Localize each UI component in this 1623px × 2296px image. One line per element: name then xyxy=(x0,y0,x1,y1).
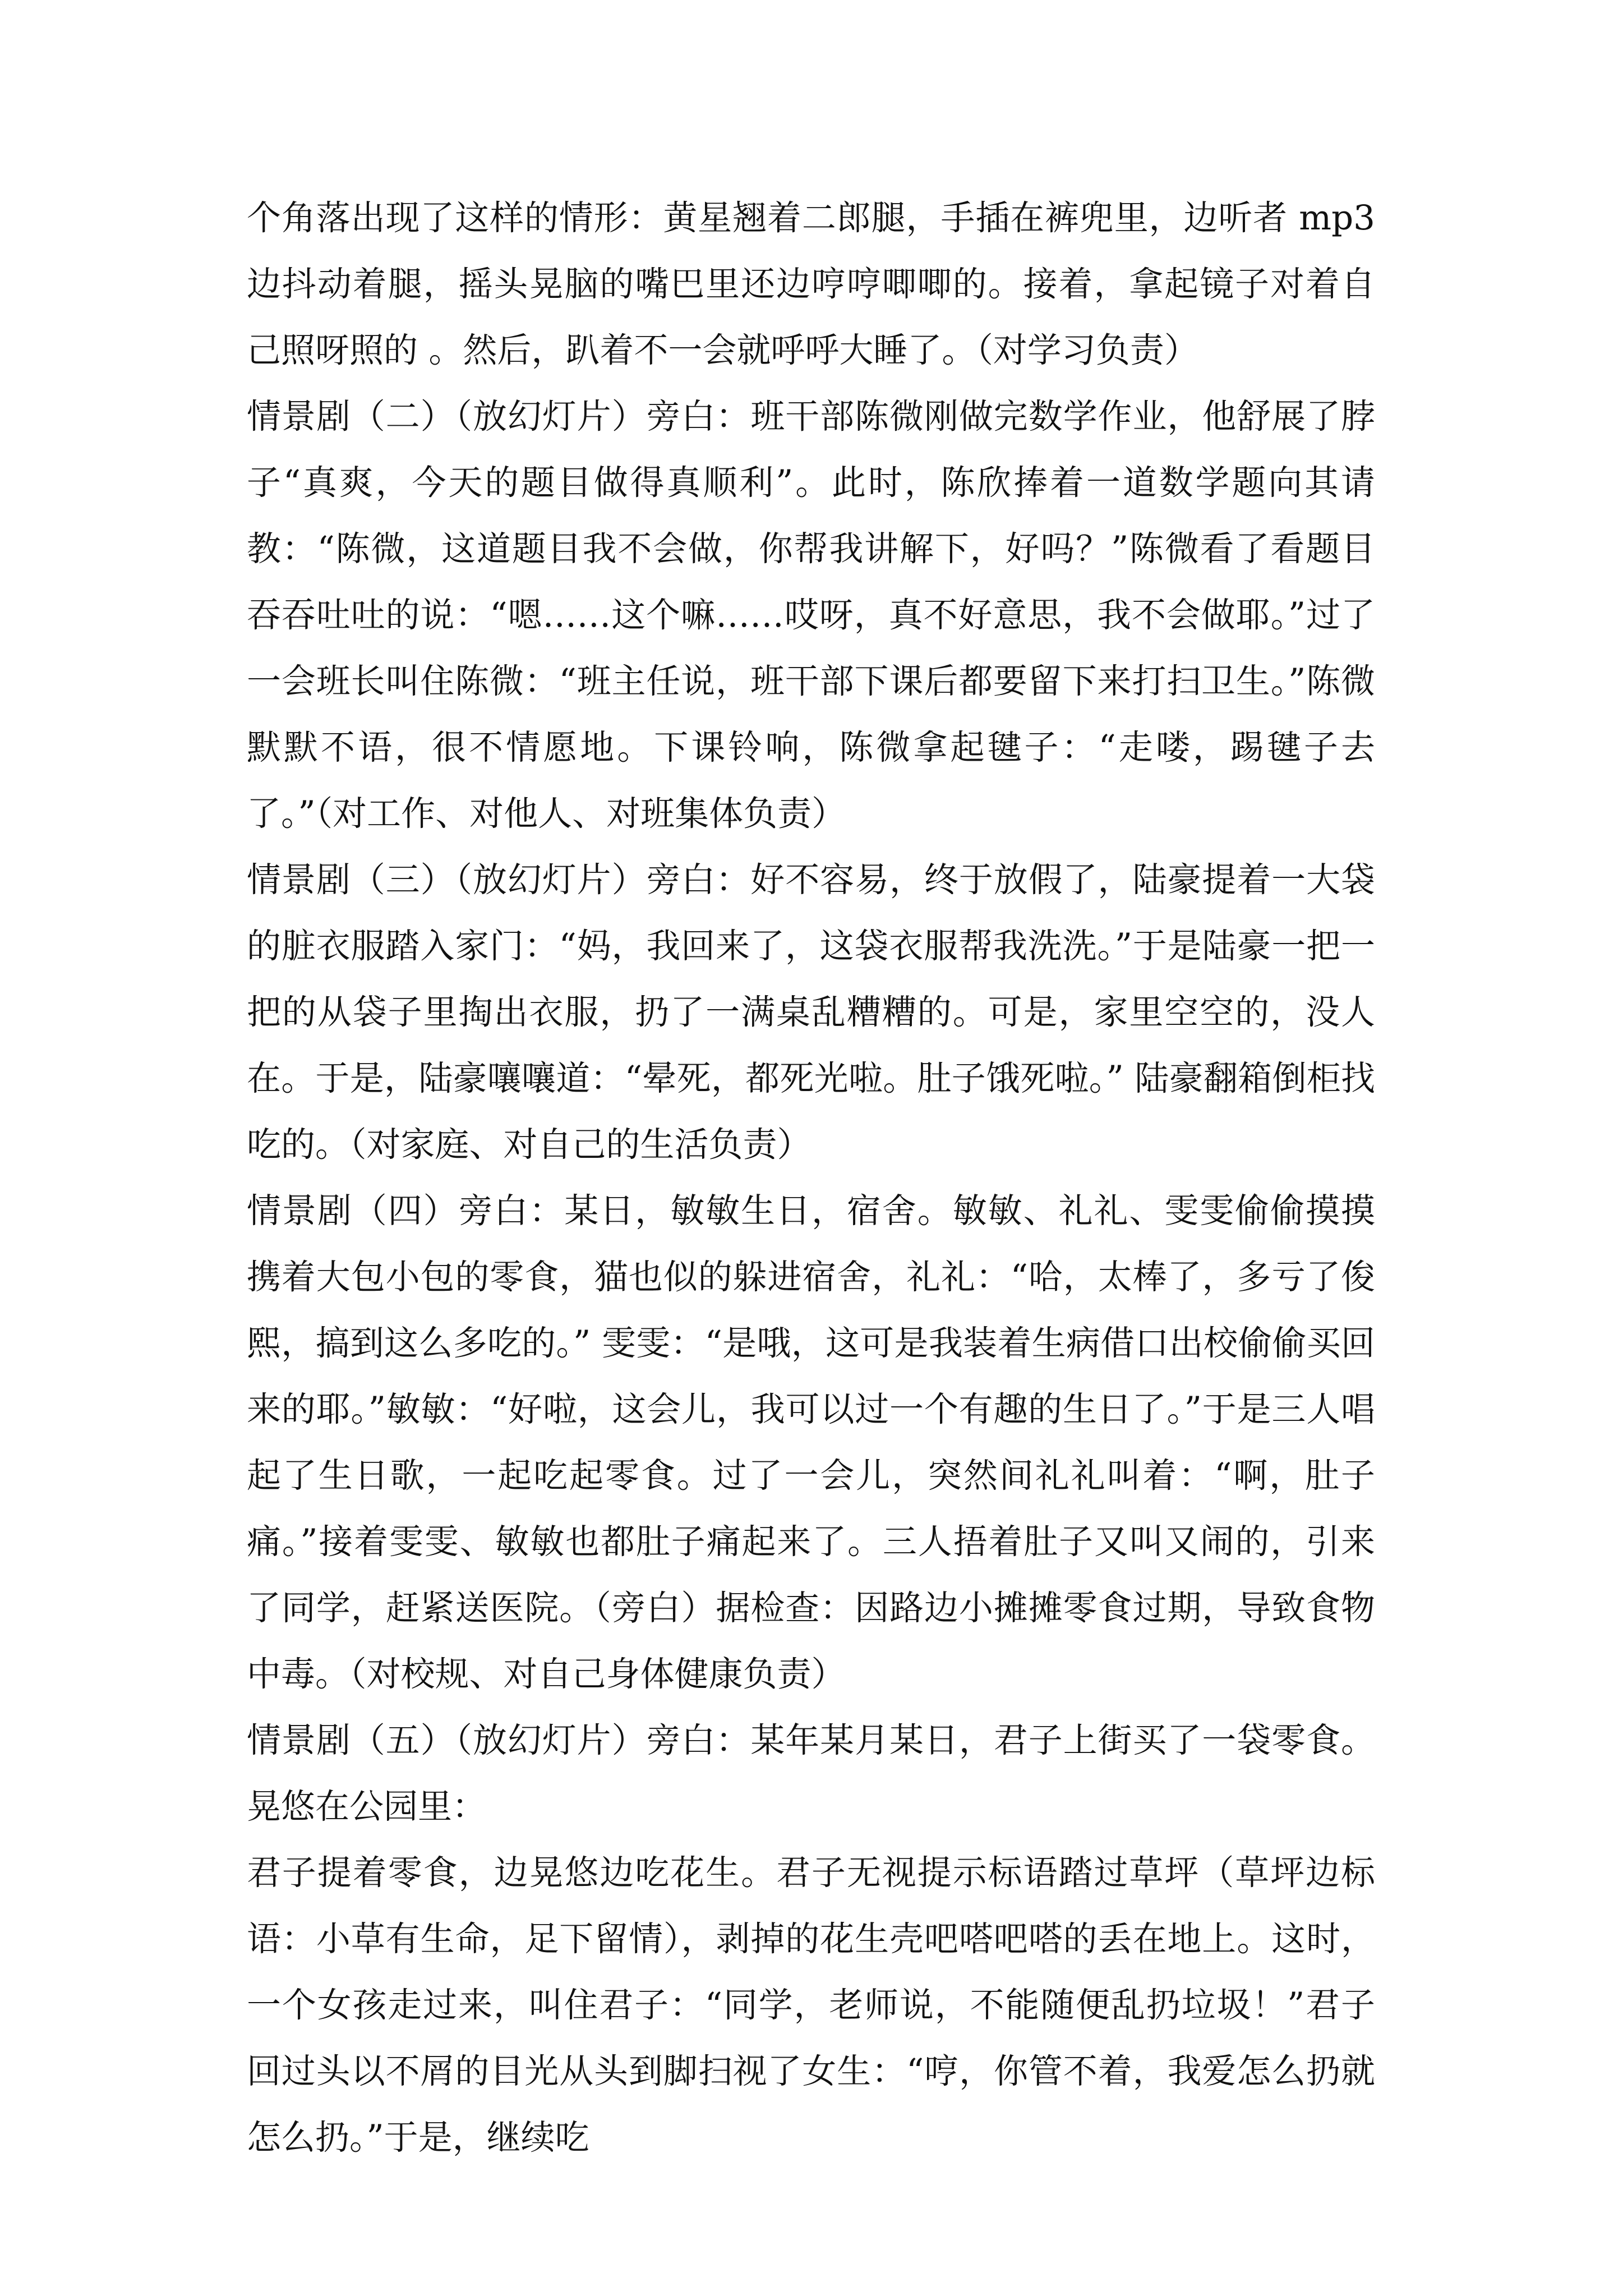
document-body xyxy=(247,185,1375,2171)
paragraph-scene-5-body: 君子提着零食，边晃悠边吃花生。君子无视提示标语踏过草坪（草坪边标语：小草有生命，足下留情），剥掉的花生壳吧嗒吧嗒的丢在地上。这时，一个女孩走过来，叫住君子：“同学，老师说，不能随便乱扔垃圾！”君子回过头以不屑的目光从头到脚扫视了女生：“哼，你管不着，我爱怎么扔就怎么扔。”于是，继续吃 xyxy=(247,1853,1375,2157)
paragraph-scene-2: 情景剧（二）（放幻灯片）旁白：班干部陈微刚做完数学作业，他舒展了脖子“真爽，今天的题目做得真顺利”。此时，陈欣捧着一道数学题向其请教：“陈微，这道题目我不会做，你帮我讲解下，好吗？”陈微看了看题目吞吞吐吐的说：“嗯……这个嘛……哎呀，真不好意思，我不会做耶。”过了一会班长叫住陈微：“班主任说，班干部下课后都要留下来打扫卫生。”陈微默默不语，很不情愿地。下课铃响，陈微拿起毽子：“走喽，踢毽子去了。”（对工作、对他人、对班集体负责） xyxy=(247,397,1375,834)
paragraph-continuation: 个角落出现了这样的情形：黄星翘着二郎腿，手插在裤兜里，边听者 mp3 边抖动着腿，摇头晃脑的嘴巴里还边哼哼唧唧的。接着，拿起镜子对着自己照呀照的 。然后，趴着不一会就呼呼大睡了。（对学习负责） xyxy=(247,198,1375,370)
paragraph-scene-4: 情景剧（四）旁白：某日，敏敏生日，宿舍。敏敏、礼礼、雯雯偷偷摸摸携着大包小包的零食，猫也似的躲进宿舍，礼礼：“哈，太棒了，多亏了俊熙，搞到这么多吃的。” 雯雯：“是哦，这可是我装着生病借口出校偷偷买回来的耶。”敏敏：“好啦，这会儿，我可以过一个有趣的生日了。”于是三人唱起了生日歌，一起吃起零食。过了一会儿，突然间礼礼叫着：“啊，肚子痛。”接着雯雯、敏敏也都肚子痛起来了。三人捂着肚子又叫又闹的，引来了同学，赶紧送医院。（旁白）据检查：因路边小摊摊零食过期，导致食物中毒。（对校规、对自己身体健康负责） xyxy=(247,1191,1375,1694)
paragraph-scene-3: 情景剧（三）（放幻灯片）旁白：好不容易，终于放假了，陆豪提着一大袋的脏衣服踏入家门：“妈，我回来了，这袋衣服帮我洗洗。”于是陆豪一把一把的从袋子里掏出衣服，扔了一满桌乱糟糟的。可是，家里空空的，没人在。于是，陆豪嚷嚷道：“晕死，都死光啦。肚子饿死啦。” 陆豪翻箱倒柜找吃的。（对家庭、对自己的生活负责） xyxy=(247,860,1375,1165)
paragraph-scene-5: 情景剧（五）（放幻灯片）旁白：某年某月某日，君子上街买了一袋零食。晃悠在公园里： xyxy=(247,1720,1375,1826)
